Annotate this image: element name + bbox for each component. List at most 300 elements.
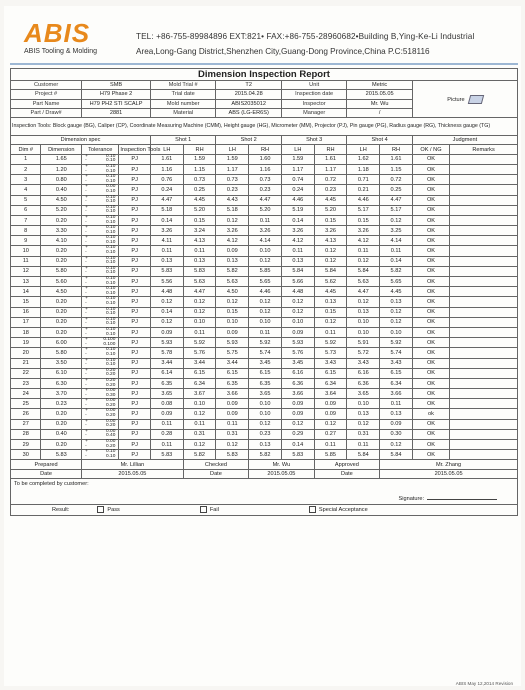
measurement-value: 5.93 [150,338,183,348]
plus-sign: + [85,398,88,404]
tolerance-cell [82,317,119,327]
remarks-cell [450,236,518,246]
remarks-cell [450,450,518,460]
measurement-value: 0.14 [380,256,413,266]
measurement-value: 4.48 [150,287,183,297]
inspection-tool: PJ [119,338,151,348]
measurement-value: 0.31 [216,429,249,439]
judgment-value: OK [412,236,449,246]
dimension-value: 5.80 [41,266,82,276]
measurement-value: 0.72 [380,175,413,185]
measurement-value: 4.46 [249,287,282,297]
plus-sign: + [85,286,88,292]
measurement-value: 0.12 [183,307,216,317]
approved-by: Mr. Zhang [380,460,518,469]
minus-value: 0.10 [106,351,116,357]
dimension-value: 4.50 [41,195,82,205]
checked-date-label: Date [183,469,248,478]
dim-number: 15 [11,297,41,307]
plus-sign: + [85,337,88,343]
pass-checkbox[interactable] [97,506,104,513]
plus-sign: + [85,439,88,445]
minus-value: 0.10 [106,301,116,306]
remarks-cell [450,409,518,419]
dimension-value: 3.70 [41,389,82,399]
measurement-value: 6.14 [150,368,183,378]
tolerance-cell [82,195,119,205]
measurement-value: 0.14 [150,307,183,317]
plus-sign: + [85,225,88,231]
measurement-value: 0.11 [314,327,347,337]
dim-number: 16 [11,307,41,317]
dim-number: 30 [11,450,41,460]
measurement-value: 0.08 [150,399,183,409]
judgment-value: OK [412,419,449,429]
measurement-value: 4.12 [347,236,380,246]
measurement-value: 0.11 [281,246,314,256]
measurement-value: 1.61 [314,154,347,164]
remarks-cell [450,246,518,256]
tolerance-cell [82,409,119,419]
measurement-value: 0.10 [249,399,282,409]
minus-value: 0.10 [106,229,116,235]
plus-value: 0.10 [106,449,116,455]
minus-value: 0.10 [106,178,116,184]
tolerance-minus [82,414,118,419]
column-header: Inspection Tools [120,146,161,153]
measurement-value: 5.76 [281,348,314,358]
measurement-value: 6.16 [281,368,314,378]
dim-number: 23 [11,378,41,388]
measurement-value: 5.83 [281,450,314,460]
signature-date-row [11,469,518,478]
table-row [11,205,518,215]
judgment-value: OK [412,389,449,399]
measurement-value: 0.12 [249,307,282,317]
minus-value: 0.20 [106,382,116,388]
remarks-cell [450,175,518,185]
measurement-value: 5.19 [281,205,314,215]
minus-sign: - [85,443,87,449]
dim-number: 20 [11,348,41,358]
plus-value: 0.10 [106,326,116,332]
measurement-value: 5.92 [380,338,413,348]
measurement-value: 0.21 [347,185,380,195]
dim-number: 5 [11,195,41,205]
column-header: OK / NG [412,145,449,154]
measurement-value: 0.23 [314,185,347,195]
measurement-value: 3.26 [281,226,314,236]
inspection-tool: PJ [119,419,151,429]
checked-label: Checked [183,460,248,469]
measurement-value: 0.11 [216,419,249,429]
plus-value: 0.00 [106,388,116,394]
measurement-value: 0.11 [249,327,282,337]
plus-sign: + [85,357,88,363]
measurement-value: 3.26 [249,226,282,236]
plus-value: 0.10 [106,163,116,169]
dim-number: 7 [11,215,41,225]
measurement-value: 1.61 [150,154,183,164]
plus-value: 0.00 [106,428,116,434]
remarks-cell [450,307,518,317]
remarks-cell [450,277,518,287]
measurement-value: 0.25 [380,185,413,195]
judgment-value: OK [412,378,449,388]
info-label: Part Name [11,99,82,108]
dimension-value: 5.20 [41,205,82,215]
dim-number: 24 [11,389,41,399]
measurement-value: 3.44 [150,358,183,368]
measurement-value: 3.66 [281,389,314,399]
plus-value: 0.10 [106,306,116,312]
info-row [11,81,518,90]
tolerance-cell [82,348,119,358]
measurement-value: 0.12 [216,215,249,225]
report-title: Dimension Inspection Report [11,69,518,81]
info-value: T2 [216,81,281,90]
inspection-tool: PJ [119,164,151,174]
measurement-value: 3.44 [183,358,216,368]
dimension-value: 5.60 [41,277,82,287]
minus-value: 0.10 [106,158,116,164]
minus-value: 0.20 [106,443,116,449]
measurement-value: 0.12 [249,256,282,266]
measurement-value: 5.92 [314,338,347,348]
remarks-cell [450,297,518,307]
remarks-cell [450,348,518,358]
measurement-value: 0.10 [183,317,216,327]
minus-sign: - [85,290,87,296]
minus-value: 0.20 [106,372,116,378]
company-logo-subtitle: ABIS Tooling & Molding [24,48,98,55]
table-row [11,348,518,358]
measurement-value: 5.84 [281,266,314,276]
measurement-value: 0.09 [216,327,249,337]
table-row [11,297,518,307]
measurement-value: 3.66 [216,389,249,399]
minus-sign: - [85,229,87,235]
measurement-value: 3.65 [249,389,282,399]
dim-number: 25 [11,399,41,409]
minus-value: 0.10 [106,453,116,459]
tolerance-cell [82,358,119,368]
measurement-value: 5.83 [183,266,216,276]
minus-sign: - [85,362,87,368]
measurement-value: 0.11 [347,440,380,450]
special-acceptance-checkbox[interactable] [309,506,316,513]
table-row [11,450,518,460]
measurement-value: 1.17 [281,164,314,174]
judgment-value: OK [412,175,449,185]
dim-number: 17 [11,317,41,327]
special-acceptance-label: Special Acceptance [318,507,368,513]
plus-value: 0.10 [106,174,116,180]
plus-value: 0.10 [106,276,116,282]
dim-number: 2 [11,164,41,174]
measurement-value: 1.15 [183,164,216,174]
tolerance-cell [82,246,119,256]
info-value: Metric [347,81,412,90]
measurement-value: 0.76 [150,175,183,185]
measurement-value: 0.23 [249,429,282,439]
dimension-value: 0.20 [41,307,82,317]
measurement-value: 5.18 [216,205,249,215]
measurement-value: 4.14 [380,236,413,246]
inspection-tool: PJ [119,429,151,439]
column-header: Dim # [11,145,41,154]
measurement-value: 1.18 [347,164,380,174]
plus-value: 0.00 [106,418,116,424]
plus-value: 0.10 [106,225,116,231]
plus-value: 0.10 [106,296,116,302]
column-header: Remarks [450,145,518,154]
measurement-value: 0.74 [281,175,314,185]
measurement-value: 1.61 [380,154,413,164]
measurement-value: 0.28 [150,429,183,439]
measurement-value: 3.65 [347,389,380,399]
dimension-value: 3.30 [41,226,82,236]
measurement-value: 1.59 [183,154,216,164]
measurement-value: 5.93 [216,338,249,348]
customer-label: To be completed by customer: [14,481,89,487]
measurement-value: 5.17 [347,205,380,215]
column-header: Tolerance [82,145,119,154]
plus-sign: + [85,214,88,220]
dimension-value: 0.23 [41,399,82,409]
measurement-value: 4.45 [314,287,347,297]
plus-value: 0.10 [106,316,116,322]
dimension-value: 5.83 [41,450,82,460]
info-label: Material [150,108,215,117]
remarks-cell [450,317,518,327]
measurement-value: 3.26 [314,226,347,236]
measurement-value: 5.84 [380,450,413,460]
measurement-value: 0.13 [249,440,282,450]
info-value: 2015.05.05 [347,90,412,99]
measurement-value: 5.74 [380,348,413,358]
result-label: Result: [52,507,70,513]
measurement-value: 0.13 [314,297,347,307]
measurement-value: 0.11 [347,246,380,256]
dim-number: 26 [11,409,41,419]
measurement-value: 0.23 [249,185,282,195]
measurement-value: 0.12 [347,419,380,429]
plus-value: 0.10 [106,153,116,159]
tolerance-cell [82,266,119,276]
dim-number: 6 [11,205,41,215]
group-header: Shot 2 [216,136,281,145]
plus-value: 0.10 [106,255,116,261]
measurement-value: 3.26 [347,226,380,236]
measurement-value: 4.43 [216,195,249,205]
inspection-tool: PJ [119,205,151,215]
table-row [11,246,518,256]
tolerance-cell [82,450,119,460]
measurement-value: 0.11 [183,246,216,256]
measurement-value: 0.12 [314,317,347,327]
dim-number: 13 [11,277,41,287]
minus-value: 0.10 [106,219,116,225]
measurement-value: 5.66 [281,277,314,287]
dim-number: 4 [11,185,41,195]
measurement-value: 5.82 [249,450,282,460]
inspection-tool: PJ [119,327,151,337]
measurement-value: 1.60 [249,154,282,164]
checked-by: Mr. Wu [249,460,314,469]
measurement-value: 0.12 [249,297,282,307]
judgment-value: OK [412,164,449,174]
info-label: Inspector [281,99,346,108]
plus-value: 0.00 [106,184,116,190]
measurement-value: 0.73 [216,175,249,185]
measurement-value: 0.12 [380,440,413,450]
measurement-value: 0.13 [281,256,314,266]
signature-row [11,460,518,469]
measurement-value: 0.12 [281,419,314,429]
measurement-value: 0.31 [347,429,380,439]
remarks-cell [450,338,518,348]
inspection-tool: PJ [119,246,151,256]
measurement-value: 5.76 [183,348,216,358]
measurement-value: 3.26 [150,226,183,236]
plus-sign: + [85,428,88,434]
measurement-value: 1.17 [314,164,347,174]
signature-field [399,495,498,503]
plus-value: 0.10 [106,204,116,210]
dimension-value: 4.50 [41,287,82,297]
measurement-value: 0.09 [216,409,249,419]
judgment-value: OK [412,215,449,225]
plus-sign: + [85,408,88,414]
table-row [11,368,518,378]
minus-sign: - [85,321,87,327]
tolerance-cell [82,419,119,429]
plus-sign: + [85,153,88,159]
fail-label: Fail [209,507,219,513]
fail-checkbox[interactable] [200,506,207,513]
minus-sign: - [85,280,87,286]
minus-value: 0.10 [106,260,116,266]
minus-value: 0.10 [106,331,116,337]
inspection-tool: PJ [119,236,151,246]
plus-sign: + [85,388,88,394]
measurement-value: 6.35 [216,378,249,388]
measurement-value: 0.12 [314,246,347,256]
measurement-value: 0.09 [216,399,249,409]
measurement-value: 5.82 [216,266,249,276]
measurement-value: 5.83 [216,450,249,460]
table-row [11,164,518,174]
measurement-value: 0.12 [380,307,413,317]
inspection-tool: PJ [119,175,151,185]
plus-sign: + [85,245,88,251]
measurement-value: 0.25 [183,185,216,195]
judgment-value: OK [412,338,449,348]
plus-value: 0.10 [106,194,116,200]
table-row [11,185,518,195]
remarks-cell [450,358,518,368]
measurement-value: 0.24 [281,185,314,195]
measurement-value: 0.11 [314,440,347,450]
judgment-value: OK [412,368,449,378]
customer-section [11,479,518,505]
measurement-value: 0.14 [281,215,314,225]
minus-sign: - [85,382,87,388]
tolerance-cell [82,205,119,215]
minus-value: 0.10 [106,311,116,317]
part-picture-icon [467,95,483,104]
measurement-value: 1.17 [216,164,249,174]
group-header: Shot 1 [150,136,215,145]
measurement-value: 3.66 [380,389,413,399]
measurement-value: 0.12 [347,256,380,266]
company-address-line2: Area,Long-Gang District,Shenzhen City,Guang-Dong Province,China P.C:518116 [136,47,430,56]
measurement-value: 4.12 [216,236,249,246]
measurement-value: 1.59 [281,154,314,164]
measurement-value: 4.14 [249,236,282,246]
measurement-value: 0.12 [150,297,183,307]
remarks-cell [450,256,518,266]
dim-number: 11 [11,256,41,266]
measurement-value: 0.13 [183,256,216,266]
table-row [11,399,518,409]
header-divider [10,63,518,65]
measurement-value: 5.65 [249,277,282,287]
dim-number: 21 [11,358,41,368]
inspection-tool: PJ [119,358,151,368]
measurement-value: 6.35 [249,378,282,388]
minus-sign: - [85,260,87,266]
plus-value: 0.10 [106,286,116,292]
minus-sign: - [85,402,87,408]
measurement-value: 5.63 [347,277,380,287]
column-header: RH [380,145,413,154]
measurement-value: 4.48 [281,287,314,297]
dim-number: 12 [11,266,41,276]
minus-value: 0.100 [103,341,116,347]
dim-number: 28 [11,429,41,439]
judgment-value: OK [412,317,449,327]
judgment-value: OK [412,226,449,236]
table-row [11,409,518,419]
measurement-value: 0.11 [150,246,183,256]
dim-number: 8 [11,226,41,236]
inspection-tool: PJ [119,185,151,195]
measurement-value: 0.10 [281,317,314,327]
measurement-value: 6.15 [216,368,249,378]
column-header: Dimension [41,145,82,154]
measurement-value: 3.67 [183,389,216,399]
minus-value: 0.30 [106,392,116,398]
group-header: Judgment [412,136,517,145]
measurement-value: 5.20 [249,205,282,215]
info-value: SMB [82,81,151,90]
info-value: Mr. Wu [347,99,412,108]
inspection-tool: PJ [119,277,151,287]
dimension-value: 0.40 [41,429,82,439]
measurement-value: 4.47 [183,287,216,297]
table-row [11,175,518,185]
judgment-value: OK [412,297,449,307]
measurement-value: 6.15 [314,368,347,378]
plus-value: 0.10 [106,347,116,353]
inspection-tools-legend: Inspection Tools: Block gauge (BG), Caliper (CP), Coordinate Measuring Machine (CMM), Height gauge (HG), Micrometer (MM), Projector (PJ), Pin gauge (PG), Radius gauge (RG), Thickness gauge (TG) [11,118,518,136]
measurement-value: 0.23 [216,185,249,195]
measurement-value: 0.12 [150,317,183,327]
judgment-value: OK [412,358,449,368]
tolerance-minus [82,190,118,195]
